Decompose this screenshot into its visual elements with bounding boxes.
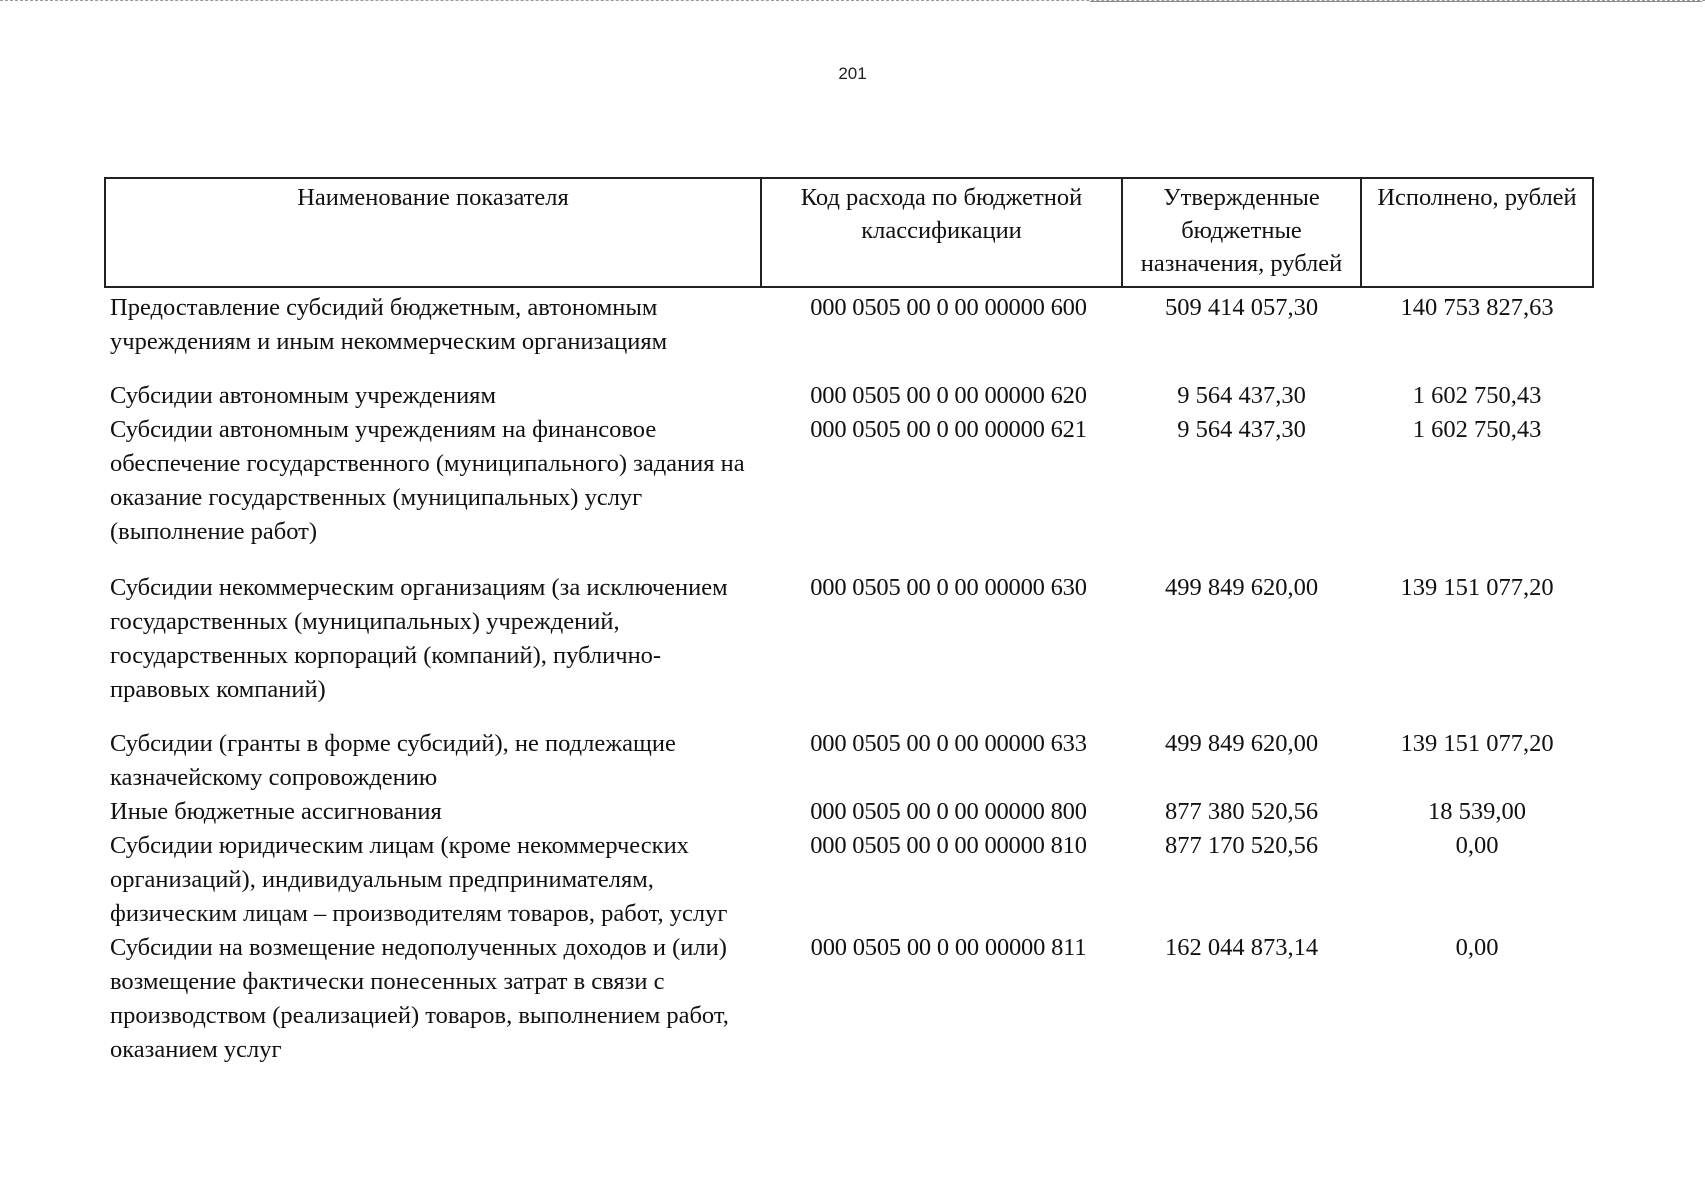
- row-approved-amount: 9 564 437,30: [1177, 382, 1306, 409]
- row-executed-amount: 18 539,00: [1428, 798, 1526, 825]
- table-row: [105, 571, 1593, 727]
- row-approved-amount: 162 044 873,14: [1164, 934, 1319, 961]
- table-row: [105, 379, 1593, 413]
- table-body: [105, 287, 1593, 1067]
- row-indicator-name: Субсидии автономным учреждениям: [110, 382, 496, 409]
- table-row: [105, 727, 1593, 795]
- row-expense-code: 000 0505 00 0 00 00000 620: [810, 382, 1087, 409]
- row-approved-amount: 9 564 437,30: [1177, 416, 1306, 443]
- row-approved-amount: 499 849 620,00: [1164, 730, 1319, 757]
- budget-expenditure-table: [104, 177, 1594, 1067]
- row-executed-amount: 139 151 077,20: [1400, 730, 1554, 757]
- row-indicator-name: Субсидии (гранты в форме субсидий), не подлежащие казначейскому сопровождению: [110, 730, 676, 791]
- row-expense-code: 000 0505 00 0 00 00000 811: [810, 934, 1087, 961]
- row-indicator-name: Иные бюджетные ассигнования: [110, 798, 442, 825]
- row-executed-amount: 139 151 077,20: [1400, 574, 1554, 601]
- header-indicator-name: Наименование показателя: [105, 178, 761, 287]
- row-approved-amount: 509 414 057,30: [1164, 294, 1319, 321]
- header-executed: Исполнено, рублей: [1361, 178, 1593, 287]
- row-approved-amount: 877 380 520,56: [1164, 798, 1319, 825]
- row-expense-code: 000 0505 00 0 00 00000 621: [810, 416, 1087, 443]
- row-indicator-name: Предоставление субсидий бюджетным, автономным учреждениям и иным некоммерческим организациям: [110, 294, 668, 355]
- table-row: [105, 287, 1593, 379]
- table-header: [105, 178, 1593, 287]
- scan-edge-solid-line: [1090, 1, 1702, 2]
- row-executed-amount: 1 602 750,43: [1412, 382, 1542, 409]
- header-expense-code: Код расхода по бюджетной классификации: [761, 178, 1122, 287]
- row-executed-amount: 0,00: [1455, 934, 1499, 961]
- header-row: [105, 178, 1593, 287]
- row-executed-amount: 1 602 750,43: [1412, 416, 1542, 443]
- row-approved-amount: 499 849 620,00: [1164, 574, 1319, 601]
- row-expense-code: 000 0505 00 0 00 00000 810: [810, 832, 1087, 859]
- table-row: [105, 413, 1593, 571]
- row-expense-code: 000 0505 00 0 00 00000 600: [810, 294, 1087, 321]
- row-indicator-name: Субсидии автономным учреждениям на финансовое обеспечение государственного (муниципального) задания на оказание государственных (муниципальных) услуг (выполнение работ): [110, 416, 745, 545]
- row-expense-code: 000 0505 00 0 00 00000 800: [810, 798, 1087, 825]
- table-row: [105, 795, 1593, 829]
- table-row: [105, 829, 1593, 931]
- page-number: 201: [838, 64, 867, 83]
- row-expense-code: 000 0505 00 0 00 00000 630: [810, 574, 1087, 601]
- row-indicator-name: Субсидии некоммерческим организациям (за исключением государственных (муниципальных) учреждений, государственных корпораций (компаний), публично-правовых компаний): [110, 574, 728, 703]
- row-executed-amount: 140 753 827,63: [1400, 294, 1554, 321]
- row-expense-code: 000 0505 00 0 00 00000 633: [810, 730, 1087, 757]
- row-indicator-name: Субсидии юридическим лицам (кроме некоммерческих организаций), индивидуальным предпринимателям, физическим лицам – производителям товаров, работ, услуг: [110, 832, 728, 927]
- row-approved-amount: 877 170 520,56: [1164, 832, 1319, 859]
- table-row: [105, 931, 1593, 1067]
- header-approved-appropriations: Утвержденные бюджетные назначения, рублей: [1122, 178, 1361, 287]
- row-executed-amount: 0,00: [1455, 832, 1499, 859]
- row-indicator-name: Субсидии на возмещение недополученных доходов и (или) возмещение фактически понесенных затрат в связи с производством (реализацией) товаров, выполнением работ, оказанием услуг: [110, 934, 729, 1063]
